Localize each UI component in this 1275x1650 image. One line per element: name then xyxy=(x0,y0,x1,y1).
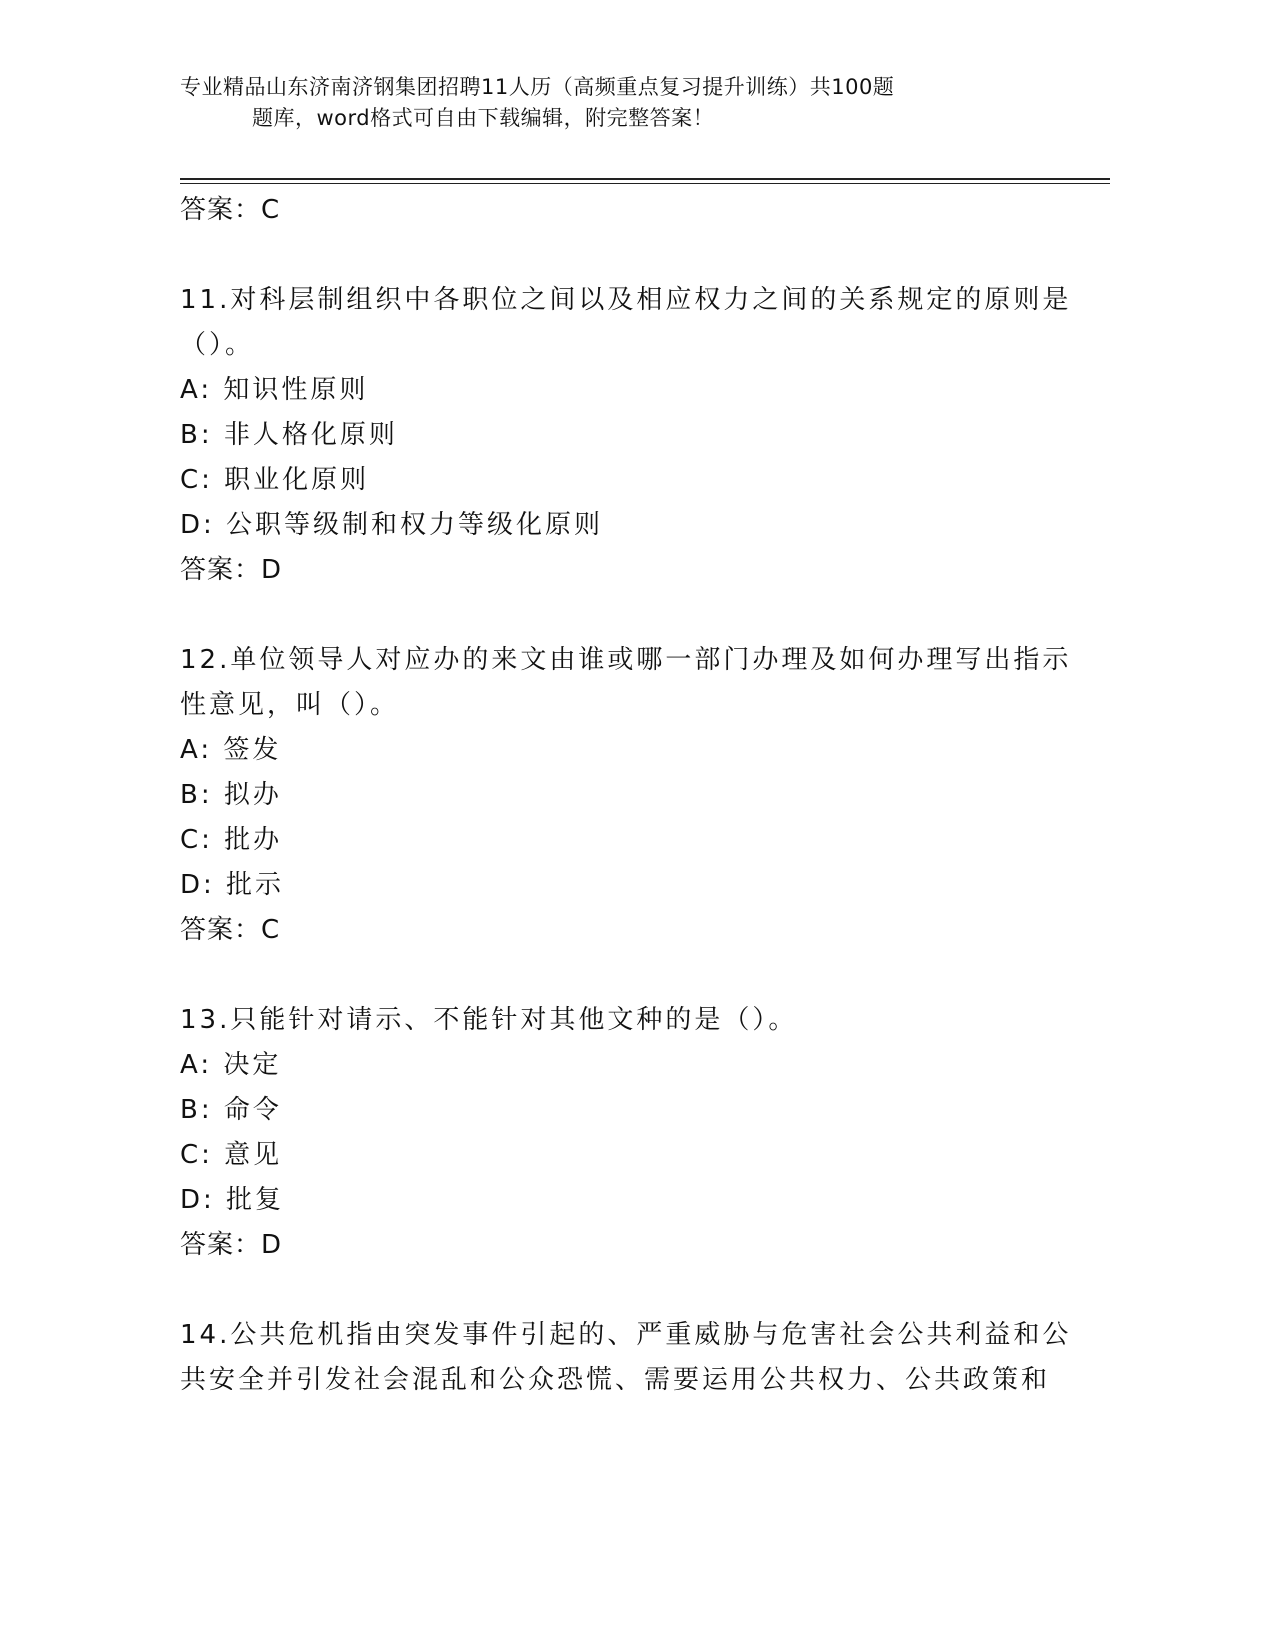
option-a: A: 知识性原则 xyxy=(180,375,369,405)
header-rule-thin xyxy=(180,183,1110,184)
question-text: （）。 xyxy=(180,330,255,360)
option-a: A: 决定 xyxy=(180,1050,282,1080)
answer-line: 答案：C xyxy=(180,195,281,225)
header-line-2: 题库，word格式可自由下载编辑，附完整答案！ xyxy=(252,106,715,130)
answer-line: 答案：D xyxy=(180,1230,283,1260)
question-14 xyxy=(180,1313,1072,1403)
header-rule-thick xyxy=(180,178,1110,180)
option-b: B: 拟办 xyxy=(180,780,282,810)
spacer xyxy=(180,593,1050,638)
question-12 xyxy=(180,638,1072,953)
option-b: B: 非人格化原则 xyxy=(180,420,398,450)
option-c: C: 职业化原则 xyxy=(180,465,370,495)
option-d: D: 批复 xyxy=(180,1185,285,1215)
question-text: 共安全并引发社会混乱和公众恐慌、需要运用公共权力、公共政策和 xyxy=(180,1365,1051,1395)
option-d: D: 批示 xyxy=(180,870,285,900)
document-body xyxy=(180,188,1072,1403)
header-line-1: 专业精品山东济南济钢集团招聘11人历（高频重点复习提升训练）共100题 xyxy=(180,75,895,99)
question-text: 11.对科层制组织中各职位之间以及相应权力之间的关系规定的原则是 xyxy=(180,285,1072,315)
spacer xyxy=(180,1268,1050,1313)
option-d: D: 公职等级制和权力等级化原则 xyxy=(180,510,604,540)
spacer xyxy=(180,233,1050,278)
option-c: C: 意见 xyxy=(180,1140,283,1170)
option-a: A: 签发 xyxy=(180,735,282,765)
question-text: 性意见，叫（）。 xyxy=(180,690,400,720)
question-13 xyxy=(180,998,1050,1268)
spacer xyxy=(180,953,1050,998)
question-text: 13.只能针对请示、不能针对其他文种的是（）。 xyxy=(180,1005,798,1035)
option-b: B: 命令 xyxy=(180,1095,282,1125)
question-11 xyxy=(180,278,1072,593)
question-text: 12.单位领导人对应办的来文由谁或哪一部门办理及如何办理写出指示 xyxy=(180,645,1072,675)
document-header xyxy=(180,72,1110,134)
option-c: C: 批办 xyxy=(180,825,283,855)
answer-line: 答案：D xyxy=(180,555,283,585)
answer-line: 答案：C xyxy=(180,915,281,945)
question-text: 14.公共危机指由突发事件引起的、严重威胁与危害社会公共利益和公 xyxy=(180,1320,1072,1350)
